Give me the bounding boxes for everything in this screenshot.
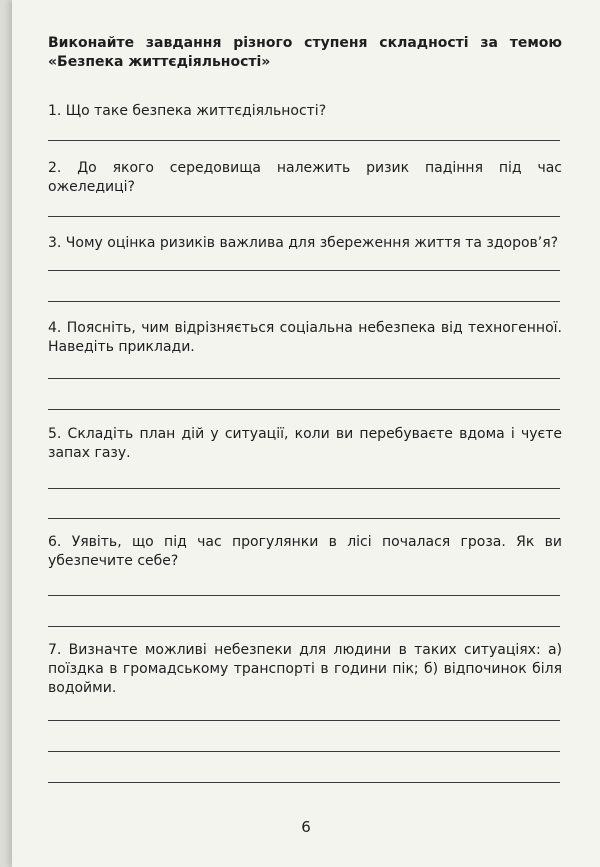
answer-line[interactable] <box>48 626 560 627</box>
task-6-text: 6. Уявіть, що під час прогулянки в лісі почалася гроза. Як ви убезпечите себе? <box>48 534 562 569</box>
answer-line[interactable] <box>48 782 560 783</box>
answer-line[interactable] <box>48 488 560 489</box>
answer-line[interactable] <box>48 409 560 410</box>
answer-line[interactable] <box>48 751 560 752</box>
task-5-text: 5. Складіть план дій у ситуації, коли ви перебуваєте вдома і чуєте запах газу. <box>48 426 562 461</box>
worksheet-content <box>48 34 562 783</box>
task-4-text: 4. Поясніть, чим відрізняється соціальна небезпека від техногенної. Наведіть приклади. <box>48 320 562 355</box>
answer-line[interactable] <box>48 140 560 141</box>
page-number: 6 <box>301 818 311 836</box>
answer-line[interactable] <box>48 301 560 302</box>
answer-line[interactable] <box>48 595 560 596</box>
answer-line[interactable] <box>48 270 560 271</box>
answer-line[interactable] <box>48 216 560 217</box>
answer-line[interactable] <box>48 720 560 721</box>
task-3-text: 3. Чому оцінка ризиків важлива для збереження життя та здоров’я? <box>48 235 559 251</box>
answer-line[interactable] <box>48 378 560 379</box>
worksheet-page <box>12 0 600 867</box>
task-7-text: 7. Визначте можливі небезпеки для людини в таких ситуаціях: а) поїздка в громадському транспорті в години пік; б) відпочинок біля водойми. <box>48 642 562 696</box>
worksheet-heading: Виконайте завдання різного ступеня складності за темою «Безпека життєдіяльності» <box>48 35 562 70</box>
answer-line[interactable] <box>48 518 560 519</box>
task-2-text: 2. До якого середовища належить ризик падіння під час ожеледиці? <box>48 160 562 195</box>
task-1-text: 1. Що таке безпека життєдіяльності? <box>48 103 327 119</box>
